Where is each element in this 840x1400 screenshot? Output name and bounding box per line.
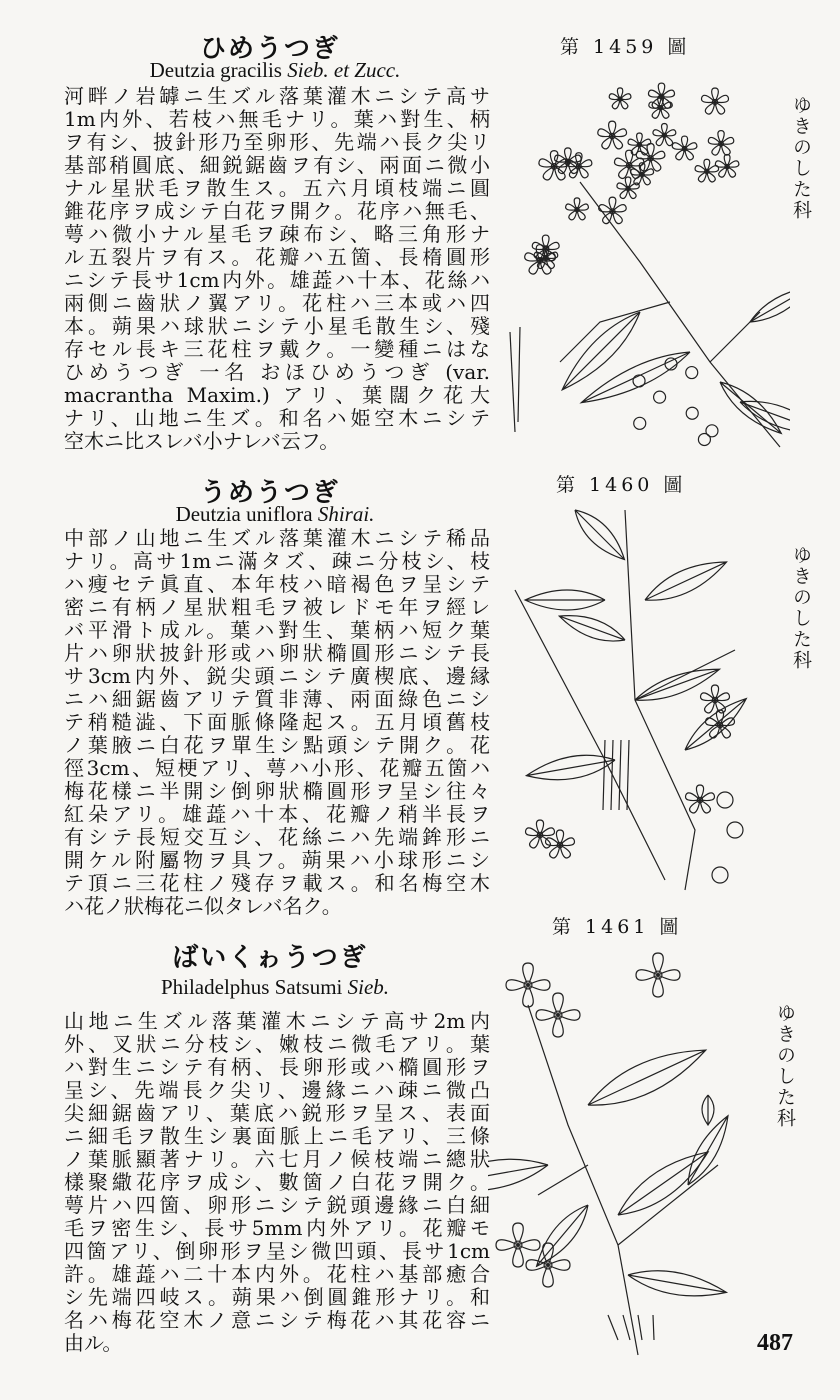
text-line: ハ對生ニシテ有柄、長卵形或ハ橢圓形ヲ — [64, 1055, 490, 1079]
text-line: ナル星狀毛ヲ散生ス。五六月頃枝端ニ圓 — [64, 176, 490, 200]
petal — [653, 953, 664, 975]
figure-label: 第 1460 圖 — [556, 474, 687, 496]
illustration-deutzia-gracilis — [490, 62, 790, 454]
family-label: ゆきのした科 — [790, 545, 812, 671]
text-line: 紅朵アリ。雄蕋ハ十本、花瓣ノ稍半長ヲ — [64, 802, 490, 826]
petal — [658, 970, 680, 981]
petal — [518, 1240, 540, 1251]
leaf — [635, 669, 720, 700]
leaf — [581, 352, 690, 403]
leaf — [688, 1116, 728, 1185]
text-line: 中部ノ山地ニ生ズル落葉灌木ニシテ稀品 — [64, 526, 490, 550]
text-line: 河畔ノ岩罅ニ生ズル落葉灌木ニシテ高サ — [64, 84, 490, 108]
fruit — [717, 792, 733, 808]
text-line: 呈シ、先端長ク尖リ、邊緣ニハ疎ニ微凸 — [64, 1078, 490, 1102]
stem — [510, 332, 515, 432]
petal — [553, 1015, 564, 1037]
family-label: ゆきのした科 — [774, 1003, 796, 1129]
stem — [518, 327, 520, 422]
text-line: ノ葉脈顯著ナリ。六七月ノ候枝端ニ總狀 — [64, 1147, 490, 1171]
fruit — [633, 375, 645, 387]
text-line: 密ニ有柄ノ星狀粗毛ヲ被レドモ年ヲ經レ — [64, 595, 490, 619]
petal — [536, 1010, 558, 1021]
leaf — [562, 312, 640, 390]
text-line: バ平滑ト成ル。葉ハ對生、葉柄ハ短ク葉 — [64, 618, 490, 642]
stem — [528, 1005, 638, 1355]
petal — [496, 1240, 518, 1251]
petal — [543, 1265, 554, 1287]
description-text — [64, 527, 490, 918]
text-line: 梅花樣ニ半開シ倒卵狀橢圓形ヲ呈シ往々 — [64, 779, 490, 803]
leaf — [525, 590, 605, 610]
text-line: 萼片ハ四箇、卵形ニシテ鋭頭邊緣ニ白細 — [64, 1193, 490, 1217]
text-line: 四箇アリ、倒卵形ヲ呈シ微凹頭、長サ1cm — [64, 1239, 490, 1263]
stem — [608, 1315, 618, 1340]
stem — [538, 1165, 588, 1195]
petal — [553, 993, 564, 1015]
text-line: ナリ。高サ1mニ滿タズ、疎ニ分枝シ、枝 — [64, 549, 490, 573]
fruit — [686, 367, 698, 379]
species-latin-name: Deutzia gracilis Sieb. et Zucc. — [149, 58, 401, 82]
text-line: 錐花序ヲ成シテ白花ヲ開ク。花序ハ無毛、 — [64, 199, 490, 223]
figure-label: 第 1459 圖 — [560, 36, 691, 58]
leaf — [645, 562, 727, 600]
text-line: 名ハ梅花空木ノ意ニシテ梅花ハ其花容ニ — [64, 1308, 490, 1332]
petal — [548, 1260, 570, 1271]
text-line: 有シテ長短交互シ、花絲ニハ先端鉾形ニ — [64, 825, 490, 849]
text-line: 開ケル附屬物ヲ具フ。蒴果ハ小球形ニシ — [64, 848, 490, 872]
fruit — [727, 822, 743, 838]
text-line: 許。雄蕋ハ二十本内外。花柱ハ基部癒合 — [64, 1262, 490, 1286]
text-line: 尖細鋸齒アリ、葉底ハ鋭形ヲ呈ス、表面 — [64, 1101, 490, 1125]
petal — [513, 1223, 524, 1245]
fruit — [686, 407, 698, 419]
stem — [619, 740, 621, 810]
leaf — [488, 1159, 548, 1191]
fruit — [654, 391, 666, 403]
text-line: 1m内外、若枝ハ無毛ナリ。葉ハ對生、柄 — [64, 107, 490, 131]
leaf — [526, 755, 615, 779]
fruit — [706, 425, 718, 437]
text-line: 空木ニ比スレバ小ナレバ云フ。 — [64, 429, 340, 453]
species-japanese-name: ひめうつぎ — [199, 34, 340, 64]
text-line: ニ細毛ヲ散生シ裏面脈上ニ毛アリ、三條 — [64, 1124, 490, 1148]
stem — [627, 740, 629, 810]
petal — [523, 985, 534, 1007]
petal — [528, 980, 550, 991]
text-line: ハ花ノ狀梅花ニ似タレバ名ク。 — [64, 894, 342, 918]
leaf — [628, 1271, 726, 1296]
text-line: 基部稍圓底、細鋭鋸齒ヲ有シ、兩面ニ微小 — [64, 153, 490, 177]
figure-label: 第 1461 圖 — [552, 916, 683, 938]
text-line: ニハ細鋸齒アリテ質非薄、兩面綠色ニシ — [64, 687, 490, 711]
stem — [623, 1315, 630, 1340]
petal — [636, 970, 658, 981]
text-line: ノ葉腋ニ白花ヲ單生シ點頭シテ開ク。花 — [64, 733, 490, 757]
petal — [523, 963, 534, 985]
text-line: ニシテ長サ1cm内外。雄蕋ハ十本、花絲ハ — [64, 268, 490, 292]
petal — [513, 1245, 524, 1267]
stem — [635, 650, 735, 700]
petal — [506, 980, 528, 991]
stem — [638, 1315, 642, 1340]
text-line: 片ハ卵狀披針形或ハ卵狀橢圓形ニシテ長 — [64, 641, 490, 665]
text-line: 外、叉狀ニ分枝シ、嫩枝ニ微毛アリ。葉 — [64, 1032, 490, 1056]
fruit — [712, 867, 728, 883]
illustration-deutzia-uniflora — [485, 500, 790, 892]
page-number: 487 — [757, 1330, 793, 1356]
illustration-philadelphus-satsumi — [488, 945, 788, 1360]
text-line: シ先端四岐ス。蒴果ハ倒圓錐形ナリ。和 — [64, 1285, 490, 1309]
description-text — [64, 85, 490, 453]
text-line: ル五裂片ヲ有ス。花瓣ハ五箇、長楕圓形 — [64, 245, 490, 269]
petal — [653, 975, 664, 997]
text-line: 樣聚繖花序ヲ成シ、數箇ノ白花ヲ開ク。 — [64, 1170, 490, 1194]
leaf — [537, 1205, 588, 1266]
stem — [603, 740, 605, 810]
text-line: ヲ有シ、披針形乃至卵形、先端ハ長ク尖リ — [64, 130, 490, 154]
leaf — [685, 699, 746, 750]
petal — [558, 1010, 580, 1021]
text-line: テ頂ニ三花柱ノ殘存ヲ載ス。和名梅空木 — [64, 871, 490, 895]
leaf — [702, 1095, 714, 1125]
text-line: 由ル。 — [64, 1331, 123, 1355]
text-line: macrantha Maxim.) アリ、葉闊ク花大 — [64, 383, 490, 407]
species-latin-name: Deutzia uniflora Shirai. — [175, 502, 375, 526]
leaf — [575, 510, 624, 559]
species-latin-name: Philadelphus Satsumi Sieb. — [160, 975, 390, 999]
fruit — [634, 417, 646, 429]
text-line: 萼ハ微小ナル星毛ヲ疎布シ、略三角形ナ — [64, 222, 490, 246]
family-label: ゆきのした科 — [790, 95, 812, 221]
text-line: ひめうつぎ 一名 おほひめうつぎ (var. — [64, 360, 490, 384]
text-line: 存セル長キ三花柱ヲ戴ク。一變種ニはな — [64, 337, 490, 361]
text-line: ハ瘦セテ眞直、本年枝ハ暗褐色ヲ呈シテ — [64, 572, 490, 596]
text-line: 毛ヲ密生シ、長サ5mm内外アリ。花瓣モ — [64, 1216, 490, 1240]
leaf — [588, 1050, 706, 1105]
species-japanese-name: ばいくゎうつぎ — [172, 943, 368, 973]
leaf — [559, 616, 625, 641]
text-line: サ3cm内外、鋭尖頭ニシテ廣楔底、邊縁 — [64, 664, 490, 688]
text-line: 徑3cm、短梗アリ、萼ハ小形、花瓣五箇ハ — [64, 756, 490, 780]
text-line: テ稍糙澁、下面脈條隆起ス。五月頃舊枝 — [64, 710, 490, 734]
species-japanese-name: うめうつぎ — [199, 478, 340, 508]
stem — [653, 1315, 654, 1340]
description-text — [64, 1010, 490, 1355]
text-line: 本。蒴果ハ球狀ニシテ小星毛散生シ、殘 — [64, 314, 490, 338]
text-line: ナリ、山地ニ生ズ。和名ハ姫空木ニシテ — [64, 406, 490, 430]
text-line: 兩側ニ齒狀ノ翼アリ。花柱ハ三本或ハ四 — [64, 291, 490, 315]
leaf — [720, 382, 781, 433]
text-line: 山地ニ生ズル落葉灌木ニシテ高サ2m内 — [64, 1009, 490, 1033]
